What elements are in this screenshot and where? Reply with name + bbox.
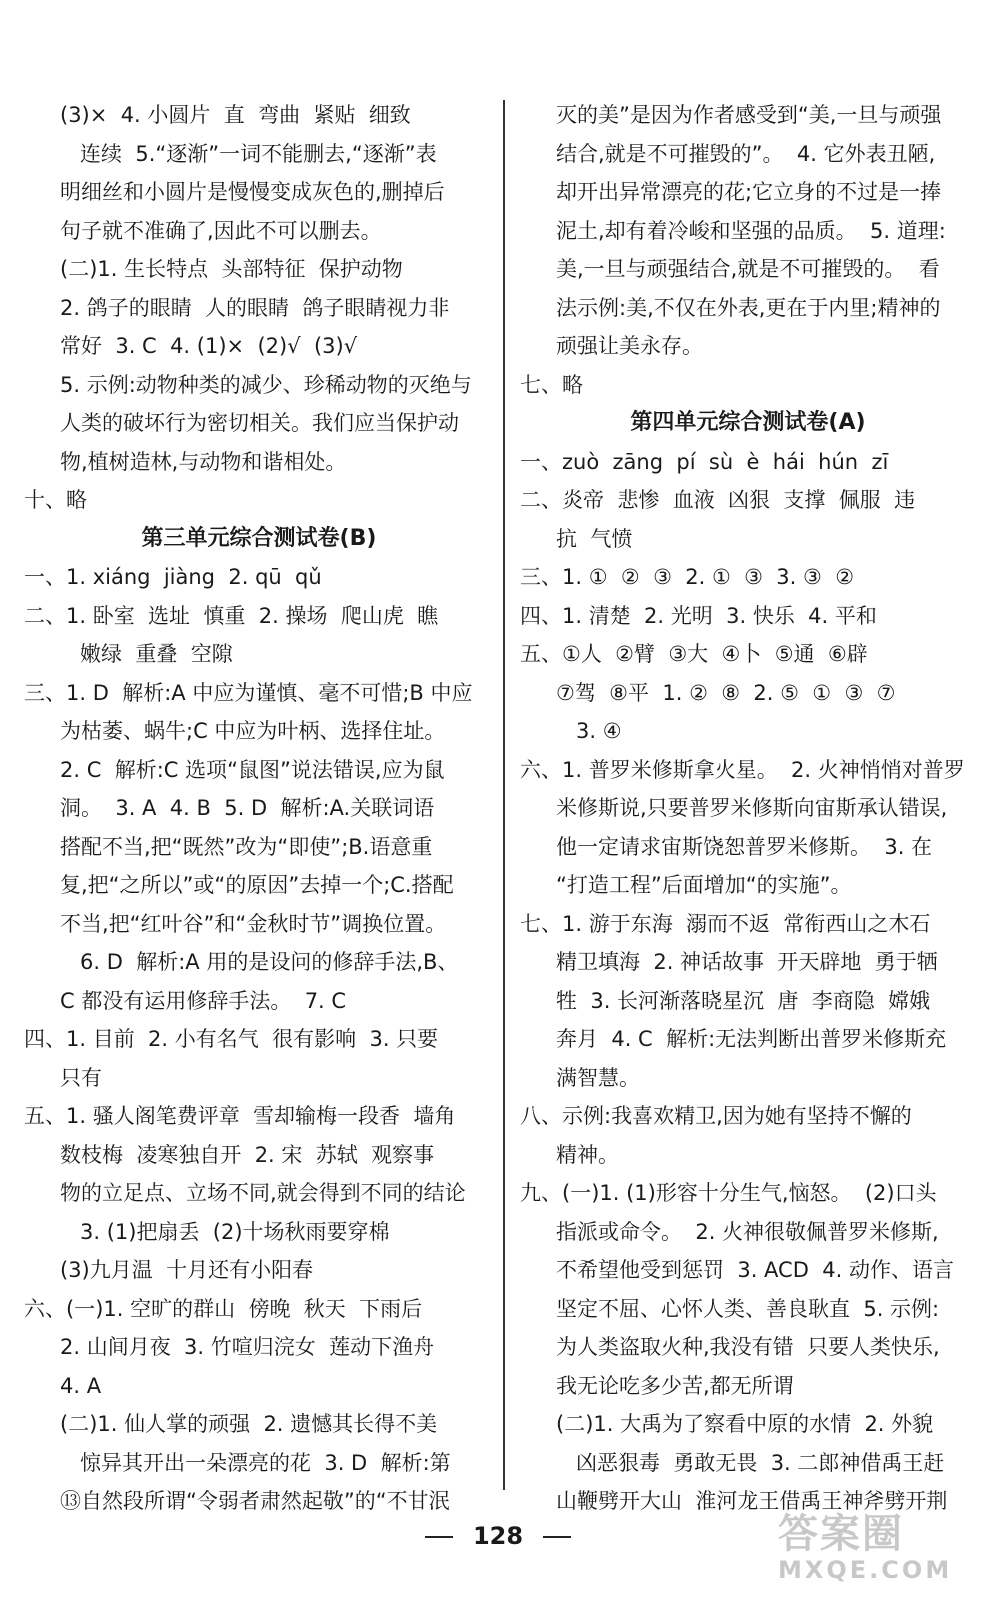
right-column bbox=[520, 96, 976, 1521]
answer-line: 九、(一)1. (1)形容十分生气,恼怒。 (2)口头 bbox=[520, 1181, 937, 1205]
answer-line: (3)九月温 十月还有小阳春 bbox=[60, 1258, 314, 1282]
answer-line: 复,把“之所以”或“的原因”去掉一个;C.搭配 bbox=[60, 873, 454, 897]
answer-line: 4. A bbox=[60, 1373, 102, 1398]
answer-line: 一、1. xiáng jiàng 2. qū qǔ bbox=[24, 565, 322, 589]
answer-line: ⑦驾 ⑧平 1. ② ⑧ 2. ⑤ ① ③ ⑦ bbox=[556, 680, 896, 705]
answer-line: 七、略 bbox=[520, 372, 583, 397]
answer-line: 山鞭劈开大山 淮河龙王借禹王神斧劈开荆 bbox=[556, 1489, 948, 1513]
answer-line: 结合,就是不可摧毁的”。 4. 它外表丑陋, bbox=[556, 141, 936, 166]
answer-line: 二、1. 卧室 选址 慎重 2. 操场 爬山虎 瞧 bbox=[24, 603, 439, 628]
answer-line: 为枯萎、蜗牛;C 中应为叶柄、选择住址。 bbox=[60, 719, 446, 743]
answer-line: (二)1. 仙人掌的顽强 2. 遗憾其长得不美 bbox=[60, 1412, 438, 1436]
footer-dash-right bbox=[543, 1536, 571, 1538]
answer-line: 人类的破坏行为密切相关。我们应当保护动 bbox=[60, 411, 459, 435]
column-divider bbox=[503, 100, 505, 1490]
page-number: 128 bbox=[472, 1522, 524, 1550]
answer-line: 他一定请求宙斯饶恕普罗米修斯。 3. 在 bbox=[556, 834, 933, 859]
answer-line: (3)× 4. 小圆片 直 弯曲 紧贴 细致 bbox=[60, 103, 411, 127]
answer-line: 八、示例:我喜欢精卫,因为她有坚持不懈的 bbox=[520, 1104, 912, 1128]
answer-line: 米修斯说,只要普罗米修斯向宙斯承认错误, bbox=[556, 796, 948, 820]
answer-line: 物,植树造林,与动物和谐相处。 bbox=[60, 449, 347, 474]
answer-line: 2. 鸽子的眼睛 人的眼睛 鸽子眼睛视力非 bbox=[60, 295, 450, 320]
answer-line: 5. 示例:动物种类的减少、珍稀动物的灭绝与 bbox=[60, 372, 472, 397]
answer-line: 法示例:美,不仅在外表,更在于内里;精神的 bbox=[556, 295, 941, 320]
answer-line: 不希望他受到惩罚 3. ACD 4. 动作、语言 bbox=[556, 1258, 954, 1282]
answer-line: 数枝梅 凌寒独自开 2. 宋 苏轼 观察事 bbox=[60, 1142, 435, 1167]
left-column bbox=[24, 96, 494, 1521]
answer-line: 十、略 bbox=[24, 488, 87, 512]
answer-line: 满智慧。 bbox=[556, 1065, 640, 1090]
watermark-url: MXQE.COM bbox=[778, 1556, 953, 1584]
answer-line: 五、①人 ②臂 ③大 ④卜 ⑤通 ⑥辟 bbox=[520, 642, 868, 666]
answer-line: 泥土,却有着冷峻和坚强的品质。 5. 道理: bbox=[556, 218, 946, 243]
answer-line: 只有 bbox=[60, 1065, 102, 1090]
footer-dash-left bbox=[425, 1536, 453, 1538]
answer-line: 嫩绿 重叠 空隙 bbox=[80, 642, 233, 666]
section-heading: 第三单元综合测试卷(B) bbox=[141, 525, 377, 551]
answer-line: 灭的美”是因为作者感受到“美,一旦与顽强 bbox=[556, 103, 942, 127]
answer-line: 七、1. 游于东海 溺而不返 常衔西山之木石 bbox=[520, 911, 931, 936]
answer-line: ⑬自然段所谓“令弱者肃然起敬”的“不甘泯 bbox=[60, 1489, 450, 1513]
answer-line: 五、1. 骚人阁笔费评章 雪却输梅一段香 墙角 bbox=[24, 1104, 456, 1128]
answer-line: 2. 山间月夜 3. 竹喧归浣女 莲动下渔舟 bbox=[60, 1335, 435, 1359]
answer-line: 六、(一)1. 空旷的群山 傍晚 秋天 下雨后 bbox=[24, 1296, 423, 1321]
answer-line: 四、1. 目前 2. 小有名气 很有影响 3. 只要 bbox=[24, 1027, 439, 1051]
answer-line: 四、1. 清楚 2. 光明 3. 快乐 4. 平和 bbox=[520, 603, 877, 628]
answer-line: 指派或命令。 2. 火神很敬佩普罗米修斯, bbox=[556, 1219, 939, 1244]
answer-line: 常好 3. C 4. (1)× (2)√ (3)√ bbox=[60, 334, 358, 358]
answer-line: C 都没有运用修辞手法。 7. C bbox=[60, 988, 347, 1013]
answer-line: 六、1. 普罗米修斯拿火星。 2. 火神悄悄对普罗 bbox=[520, 757, 965, 782]
answer-line: 连续 5.“逐渐”一词不能删去,“逐渐”表 bbox=[80, 141, 437, 166]
answer-line: 牲 3. 长河渐落晓星沉 唐 李商隐 嫦娥 bbox=[556, 988, 931, 1013]
answer-line: 3. (1)把扇丢 (2)十场秋雨要穿棉 bbox=[80, 1219, 390, 1244]
answer-line: 美,一旦与顽强结合,就是不可摧毁的。 看 bbox=[556, 257, 940, 281]
answer-line: 6. D 解析:A 用的是设问的修辞手法,B、 bbox=[80, 950, 459, 974]
answer-line: 却开出异常漂亮的花;它立身的不过是一捧 bbox=[556, 180, 942, 204]
answer-line: (二)1. 大禹为了察看中原的水情 2. 外貌 bbox=[556, 1412, 934, 1436]
answer-line: 搭配不当,把“既然”改为“即使”;B.语意重 bbox=[60, 834, 433, 859]
section-heading: 第四单元综合测试卷(A) bbox=[630, 410, 866, 435]
answer-line: 精卫填海 2. 神话故事 开天辟地 勇于牺 bbox=[556, 950, 938, 974]
answer-line: 为人类盗取火种,我没有错 只要人类快乐, bbox=[556, 1335, 940, 1359]
answer-line: 洞。 3. A 4. B 5. D 解析:A.关联词语 bbox=[60, 796, 435, 820]
answer-line: 凶恶狠毒 勇敢无畏 3. 二郎神借禹王赶 bbox=[576, 1450, 945, 1475]
answer-line: 我无论吃多少苦,都无所谓 bbox=[556, 1373, 794, 1398]
answer-line: 明细丝和小圆片是慢慢变成灰色的,删掉后 bbox=[60, 180, 445, 204]
watermark bbox=[778, 1512, 978, 1586]
answer-line: 坚定不屈、心怀人类、善良耿直 5. 示例: bbox=[556, 1296, 940, 1321]
answer-line: 抗 气愤 bbox=[556, 526, 633, 551]
answer-line: 3. ④ bbox=[576, 719, 622, 743]
answer-line: 惊异其开出一朵漂亮的花 3. D 解析:第 bbox=[80, 1450, 451, 1475]
watermark-logo: 答案圈 bbox=[778, 1511, 904, 1557]
answer-line: 物的立足点、立场不同,就会得到不同的结论 bbox=[60, 1181, 466, 1205]
answer-line: 三、1. D 解析:A 中应为谨慎、毫不可惜;B 中应 bbox=[24, 680, 473, 705]
answer-line: 精神。 bbox=[556, 1142, 619, 1167]
answer-line: 奔月 4. C 解析:无法判断出普罗米修斯充 bbox=[556, 1027, 947, 1051]
answer-line: 三、1. ① ② ③ 2. ① ③ 3. ③ ② bbox=[520, 565, 855, 589]
answer-line: 一、zuò zāng pí sù è hái hún zī bbox=[520, 449, 889, 474]
answer-line: 不当,把“红叶谷”和“金秋时节”调换位置。 bbox=[60, 911, 447, 936]
answer-line: (二)1. 生长特点 头部特征 保护动物 bbox=[60, 257, 403, 281]
answer-line: 句子就不准确了,因此不可以删去。 bbox=[60, 218, 382, 243]
answer-line: 顽强让美永存。 bbox=[556, 334, 703, 358]
answer-line: “打造工程”后面增加“的实施”。 bbox=[556, 873, 852, 897]
answer-line: 二、炎帝 悲惨 血液 凶狠 支撑 佩服 违 bbox=[520, 488, 916, 512]
answer-line: 2. C 解析:C 选项“鼠图”说法错误,应为鼠 bbox=[60, 757, 445, 782]
